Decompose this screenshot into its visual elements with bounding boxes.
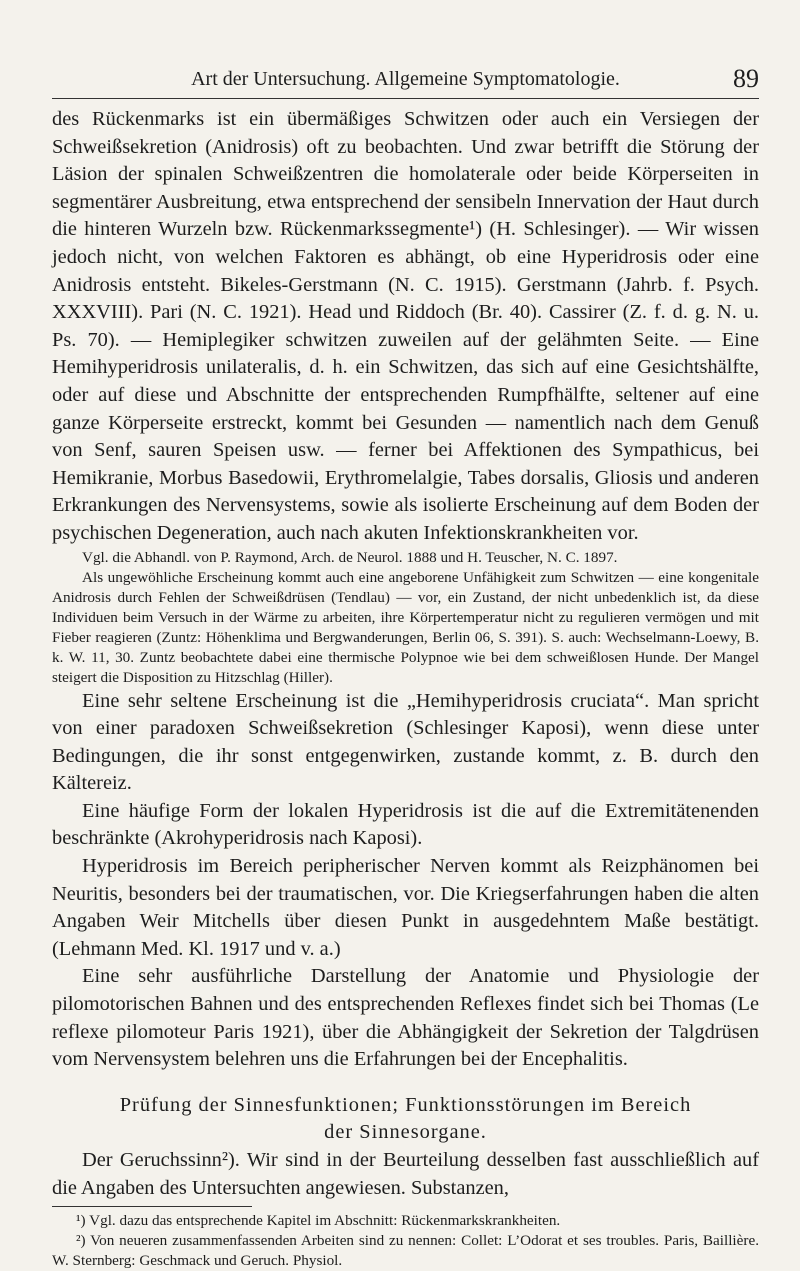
paragraph-anidrosis: des Rückenmarks ist ein übermäßiges Schwitzen oder auch ein Versiegen der Schweißsekretion (Anidrosis) oft zu beobachten. Und zwar betrifft die Störung der Läsion der spinalen Schweißzentren die homolaterale oder beide Körperseiten in segmentärer Ausbreitung, etwa entsprechend der sensibeln Innervation der Haut durch die hinteren Wurzeln bzw. Rückenmarkssegmente¹) (H. Schlesinger). — Wir wissen jedoch nicht, von welchen Faktoren es abhängt, ob eine Hyperidrosis oder eine Anidrosis entsteht. Bikeles-Gerstmann (N. C. 1915). Gerstmann (Jahrb. f. Psych. XXXVIII). Pari (N. C. 1921). Head und Riddoch (Br. 40). Cassirer (Z. f. d. g. N. u. Ps. 70). — Hemiplegiker schwitzen zuweilen auf der gelähmten Seite. — Eine Hemihyperidrosis unilateralis, d. h. ein Schwitzen, das sich auf eine Gesichtshälfte, oder auf diese und Abschnitte der entsprechenden Rumpfhälfte, seltener auf eine ganze Körperseite erstreckt, kommt bei Gesunden — namentlich nach dem Genuß von Senf, sauren Speisen usw. — ferner bei Affektionen des Sympathicus, bei Hemikranie, Morbus Basedowii, Erythromelalgie, Tabes dorsalis, Gliosis und anderen Erkrankungen des Nervensystems, sowie als isolierte Erscheinung auf dem Boden der psychischen Degeneration, auch nach akuten Infektionskrankheiten vor. xyxy=(52,108,759,544)
page-header xyxy=(52,62,759,96)
footnote-rule xyxy=(52,1206,252,1207)
page-body xyxy=(52,106,759,1271)
small-note-congenital-anidrosis: Als ungewöhliche Erscheinung kommt auch eine angeborene Unfähigkeit zum Schwitzen — eine kongenitale Anidrosis durch Fehlen der Schweißdrüsen (Tendlau) — vor, ein Zustand, der nicht unbedenklich ist, da diese Individuen beim Versuch in der Wärme zu arbeiten, ihre Körpertemperatur nicht zu regulieren vermögen und mit Fieber reagieren (Zuntz: Höhenklima und Bergwanderungen, Berlin 06, S. 391). S. auch: Wechselmann-Loewy, B. k. W. 11, 30. Zuntz beobachtete dabei eine thermische Polypnoe wie bei dem schweißlosen Hunde. Der Mangel steigert die Disposition zu Hitzschlag (Hiller). xyxy=(52,568,759,686)
section-heading-line-1: Prüfung der Sinnesfunktionen; Funktionsstörungen im Bereich xyxy=(119,1093,692,1116)
section-heading-line-2: der Sinnesorgane. xyxy=(324,1121,487,1144)
page-number: 89 xyxy=(733,64,759,93)
paragraph-hemihyperidrosis-cruciata: Eine sehr seltene Erscheinung ist die „Hemihyperidrosis cruciata“. Man spricht von einer paradoxen Schweißsekretion (Schlesinger Kaposi), wenn diese unter Bedingungen, die ihr sonst entgegenwirken, zustande kommt, z. B. durch den Kältereiz. xyxy=(52,689,759,795)
paragraph-pilomotor: Eine sehr ausführliche Darstellung der Anatomie und Physiologie der pilomotorischen Bahnen und des entsprechenden Reflexes findet sich bei Thomas (Le reflexe pilomoteur Paris 1921), über die Abhängigkeit der Sekretion der Talgdrüsen vom Nervensystem belehren uns die Erfahrungen bei der Encephalitis. xyxy=(52,965,759,1071)
footnote-2: ²) Von neueren zusammenfassenden Arbeiten sind zu nennen: Collet: L’Odorat et ses troubles. Paris, Baillière. W. Sternberg: Geschmack und Geruch. Physiol. xyxy=(52,1232,759,1270)
section-heading xyxy=(52,1092,759,1147)
footnote-1: ¹) Vgl. dazu das entsprechende Kapitel im Abschnitt: Rückenmarkskrankheiten. xyxy=(76,1212,561,1230)
small-note-reference: Vgl. die Abhandl. von P. Raymond, Arch. de Neurol. 1888 und H. Teuscher, N. C. 1897. xyxy=(82,548,618,566)
paragraph-peripheral-nerves: Hyperidrosis im Bereich peripherischer Nerven kommt als Reizphänomen bei Neuritis, besonders bei der traumatischen, vor. Die Kriegserfahrungen haben die alten Angaben Weir Mitchells über diesen Punkt in ausgedehntem Maße bestätigt. (Lehmann Med. Kl. 1917 und v. a.) xyxy=(52,855,759,960)
paragraph-geruchssinn: Der Geruchssinn²). Wir sind in der Beurteilung desselben fast ausschließlich auf die Angaben des Untersuchten angewiesen. Substanzen, xyxy=(52,1149,759,1199)
running-title: Art der Untersuchung. Allgemeine Symptomatologie. xyxy=(191,68,620,90)
paragraph-akrohyperidrosis: Eine häufige Form der lokalen Hyperidrosis ist die auf die Extremitätenenden beschränkte (Akrohyperidrosis nach Kaposi). xyxy=(52,799,759,850)
header-rule xyxy=(52,98,759,99)
